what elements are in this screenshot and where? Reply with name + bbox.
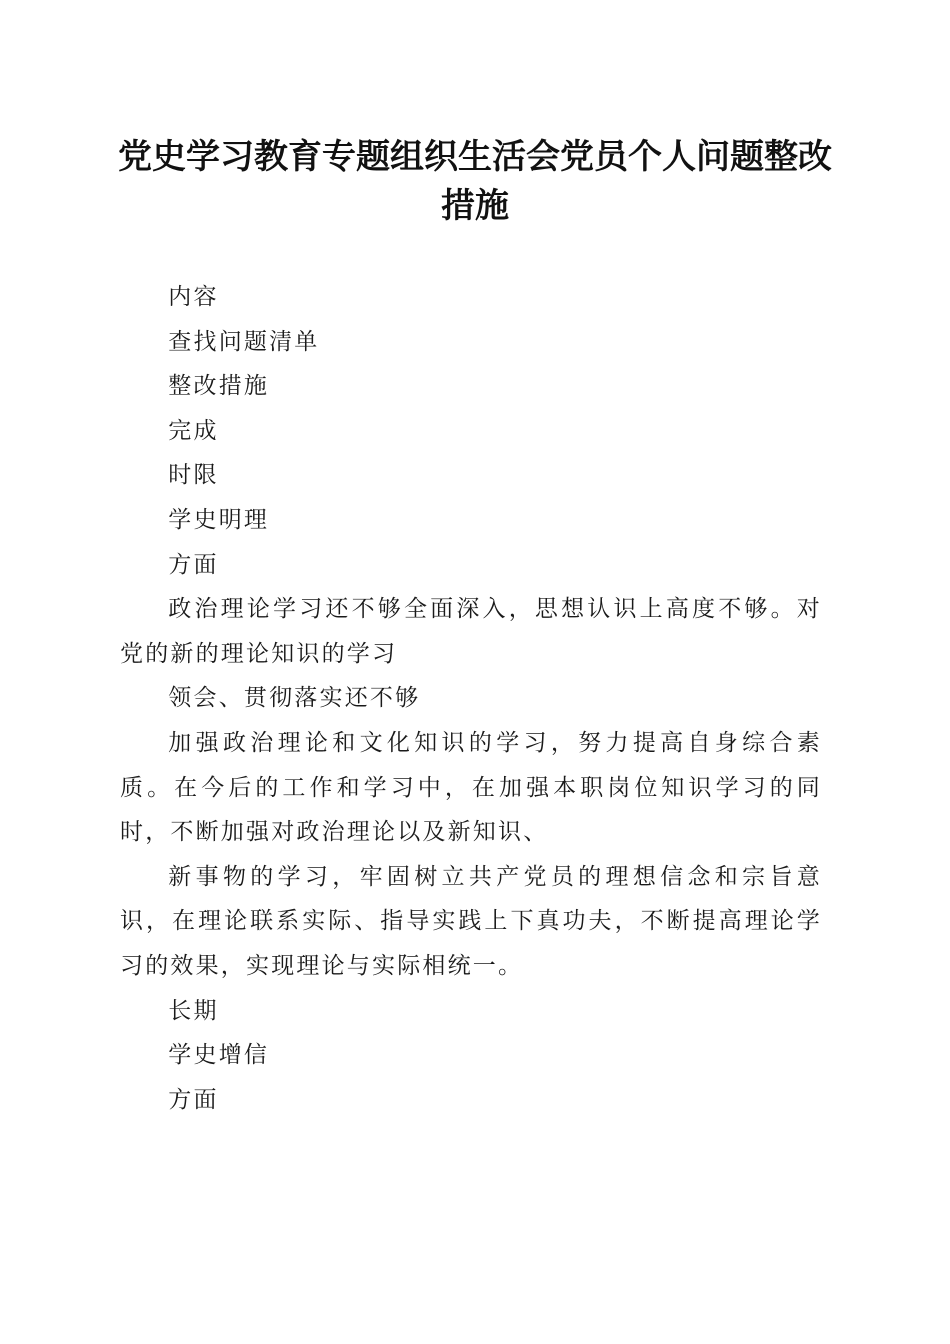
paragraph-deadline-label: 时限 [168, 462, 219, 489]
paragraph-section-heading: 学史明理 [168, 506, 270, 533]
paragraph-section-heading-2: 学史增信 [168, 1042, 270, 1069]
paragraph-problem-text: 政治理论学习还不够全面深入，思想认识上高度不够。对党的新的理论知识的学习 [120, 596, 822, 667]
paragraph-aspect-label: 方面 [168, 551, 219, 578]
paragraph-measures-label: 整改措施 [168, 373, 270, 400]
paragraph-deadline-value: 长期 [168, 997, 219, 1024]
paragraph-measure-text-continued: 新事物的学习，牢固树立共产党员的理想信念和宗旨意识，在理论联系实际、指导实践上下真功夫，不断提高理论学习的效果，实现理论与实际相统一。 [120, 863, 822, 979]
paragraph-content-label: 内容 [168, 284, 219, 310]
paragraph-problem-list-label: 查找问题清单 [168, 328, 320, 355]
document-title: 党史学习教育专题组织生活会党员个人问题整改措施 [118, 137, 832, 226]
paragraph-aspect-label-2: 方面 [168, 1086, 219, 1113]
paragraph-measure-text: 加强政治理论和文化知识的学习，努力提高自身综合素质。在今后的工作和学习中，在加强本职岗位知识学习的同时，不断加强对政治理论以及新知识、 [120, 729, 822, 846]
paragraph-complete-label: 完成 [168, 417, 219, 444]
paragraph-problem-text-continued: 领会、贯彻落实还不够 [168, 685, 421, 712]
document-body [120, 275, 822, 1122]
